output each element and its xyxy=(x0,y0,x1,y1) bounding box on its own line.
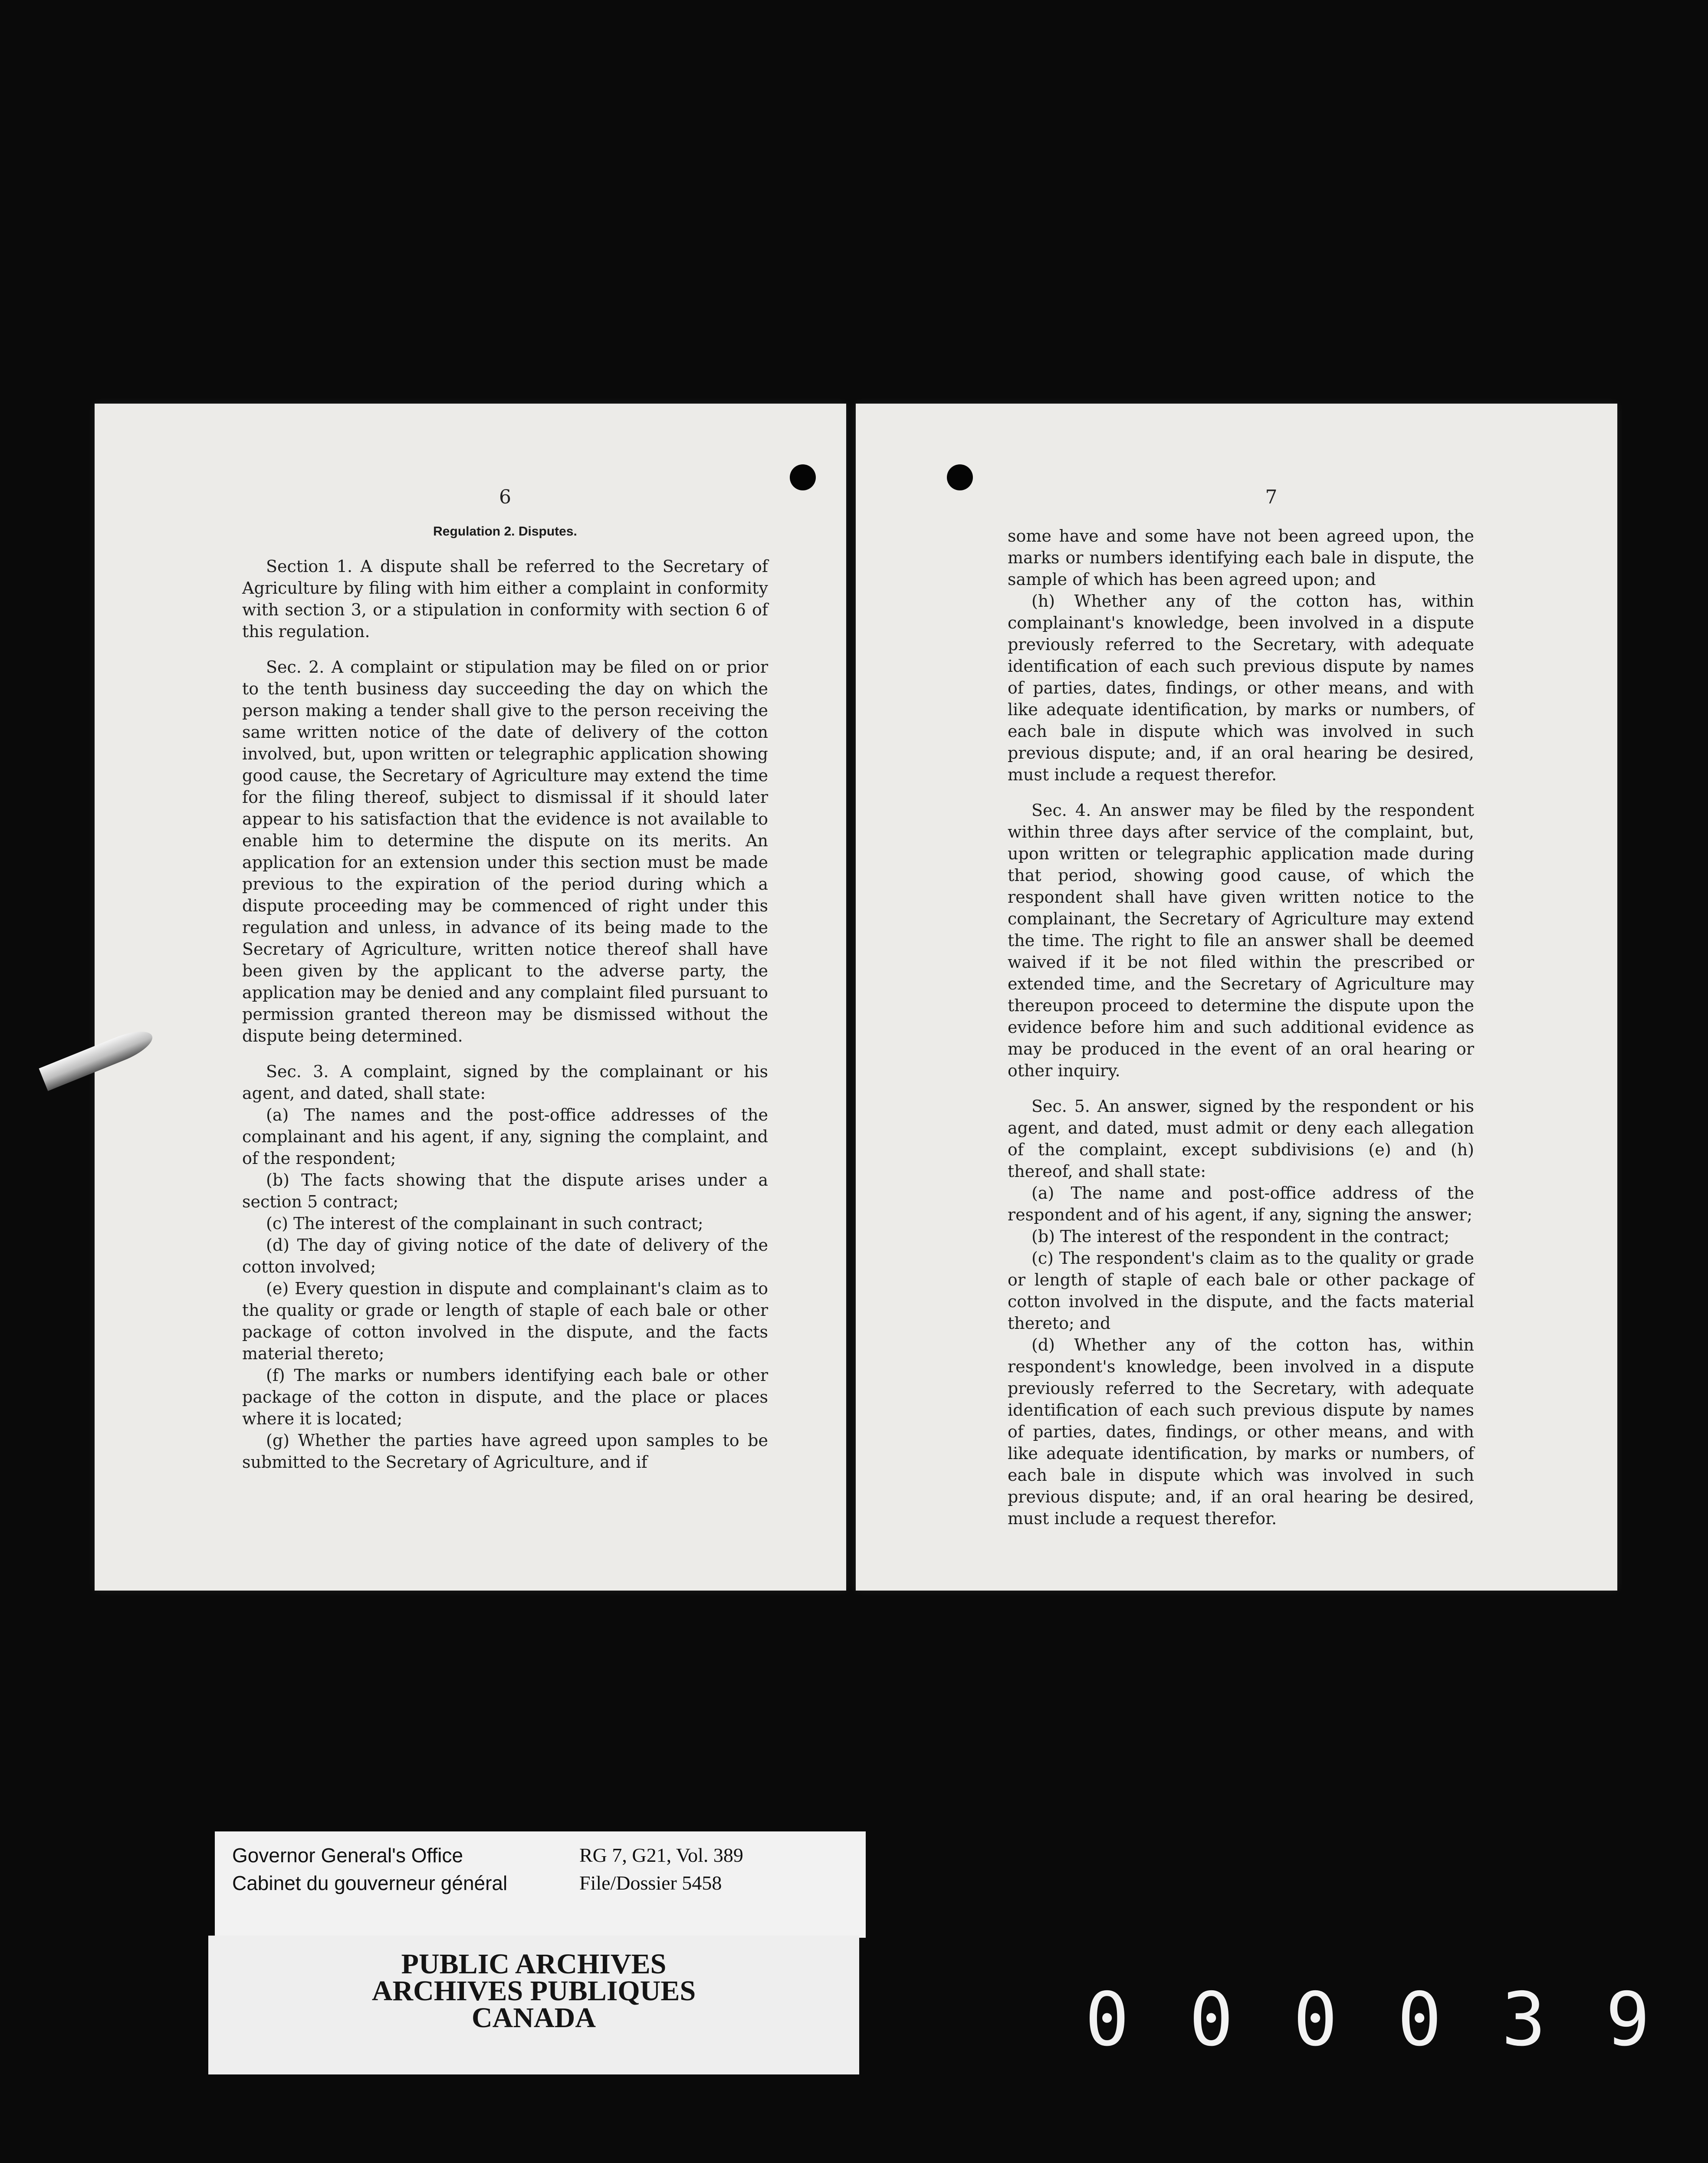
right-page-body xyxy=(1008,525,1474,1529)
paragraph: (e) Every question in dispute and complainant's claim as to the quality or grade or length of staple of each bale or other package of cotton involved in the dispute, and the facts material thereto; xyxy=(242,1279,768,1363)
punch-hole xyxy=(947,464,973,490)
paragraph: Sec. 2. A complaint or stipulation may be filed on or prior to the tenth business day succeeding the day on which the person making a tender shall give to the person receiving the same written notice of the date of delivery of the cotton involved, but, upon written or telegraphic application showing good cause, the Secretary of Agriculture may extend the time for the filing thereof, subject to dismissal if it should later appear to his satisfaction that the evidence is not available to enable him to determine the dispute on its merits. An application for an extension under this section must be made previous to the expiration of the period during which a dispute proceeding may be commenced of right under this regulation and unless, in advance of its being made to the Secretary of Agriculture, written notice thereof shall have been given by the applicant to the adverse party, the application may be denied and any complaint filed pursuant to permission granted thereon may be dismissed without the dispute being determined. xyxy=(242,657,768,1045)
office-english: Governor General's Office xyxy=(232,1844,463,1867)
paragraph: (b) The interest of the respondent in the contract; xyxy=(1031,1227,1450,1246)
archive-stamp xyxy=(208,1936,859,2074)
reference-number: RG 7, G21, Vol. 389 xyxy=(579,1844,743,1866)
frame-digit: 9 xyxy=(1606,1977,1650,2063)
paragraph: Sec. 4. An answer may be filed by the respondent within three days after service of the complaint, but, upon written or telegraphic application made during that period, showing good cause, of which the respondent shall have given written notice to the complainant, the Secretary of Agriculture may extend the time. The right to file an answer shall be deemed waived if it be not filed within the prescribed or extended time, and the Secretary of Agriculture may thereupon proceed to determine the dispute upon the evidence before him and such additional evidence as may be produced in the event of an oral hearing or other inquiry. xyxy=(1008,801,1474,1080)
paragraph: Sec. 5. An answer, signed by the respondent or his agent, and dated, must admit or deny each allegation of the complaint, except subdivisions (e) and (h) thereof, and shall state: xyxy=(1008,1097,1474,1181)
paragraph: (c) The respondent's claim as to the quality or grade or length of staple of each bale or other package of cotton involved in the dispute, and the facts material thereto; and xyxy=(1008,1249,1474,1333)
frame-digit: 0 xyxy=(1293,1977,1338,2063)
paragraph: (g) Whether the parties have agreed upon samples to be submitted to the Secretary of Agriculture, and if xyxy=(242,1431,768,1472)
frame-digit: 3 xyxy=(1501,1977,1546,2063)
paragraph: (a) The names and the post-office addresses of the complainant and his agent, if any, signing the complaint, and of the respondent; xyxy=(242,1105,768,1168)
paragraph: Section 1. A dispute shall be referred to the Secretary of Agriculture by filing with him either a complaint in conformity with section 3, or a stipulation in conformity with section 6 of this regulation. xyxy=(242,557,768,641)
paragraph: Sec. 3. A complaint, signed by the complainant or his agent, and dated, shall state: xyxy=(242,1062,768,1103)
regulation-heading: Regulation 2. Disputes. xyxy=(433,524,577,539)
frame-digit: 0 xyxy=(1397,1977,1442,2063)
office-french: Cabinet du gouverneur général xyxy=(232,1872,508,1894)
paragraph: (d) The day of giving notice of the date of delivery of the cotton involved; xyxy=(242,1236,768,1276)
file-number: File/Dossier 5458 xyxy=(579,1872,722,1894)
stamp-line-2: ARCHIVES PUBLIQUES xyxy=(371,1975,696,2007)
paragraph: (h) Whether any of the cotton has, within complainant's knowledge, been involved in a dispute previously referred to the Secretary, with adequate identification of each such previous dispute by names of parties, dates, findings, or other means, and with like adequate identification, by marks or numbers, of each bale in dispute which was involved in such previous dispute; and, if an oral hearing be desired, must include a request therefor. xyxy=(1008,592,1474,784)
page-number: 7 xyxy=(1265,486,1278,508)
page-number: 6 xyxy=(499,486,511,508)
right-page xyxy=(856,404,1617,1591)
paragraph: (f) The marks or numbers identifying each bale or other package of the cotton in dispute, and the place or places where it is located; xyxy=(242,1366,768,1428)
left-page-body xyxy=(242,556,768,1473)
left-page xyxy=(95,404,846,1591)
paragraph: (c) The interest of the complainant in such contract; xyxy=(266,1214,703,1233)
paragraph: (a) The name and post-office address of the respondent and of his agent, if any, signing the answer; xyxy=(1008,1183,1474,1224)
frame-digit: 0 xyxy=(1189,1977,1234,2063)
stamp-line-1: PUBLIC ARCHIVES xyxy=(401,1948,667,1980)
punch-hole xyxy=(790,464,816,490)
paragraph: some have and some have not been agreed upon, the marks or numbers identifying each bale in dispute, the sample of which has been agreed upon; and xyxy=(1008,526,1474,589)
paragraph: (b) The facts showing that the dispute arises under a section 5 contract; xyxy=(242,1170,768,1211)
archive-label-card xyxy=(215,1831,866,1938)
frame-counter xyxy=(1085,1977,1649,2064)
stamp-line-3: CANADA xyxy=(472,2002,596,2034)
paragraph: (d) Whether any of the cotton has, within respondent's knowledge, been involved in a dispute previously referred to the Secretary, with adequate identification of each such previous dispute by names of parties, dates, findings, or other means, and with like adequate identification, by marks or numbers, of each bale in dispute which was involved in such previous dispute; and, if an oral hearing be desired, must include a request therefor. xyxy=(1008,1335,1474,1528)
frame-digit: 0 xyxy=(1085,1977,1130,2063)
